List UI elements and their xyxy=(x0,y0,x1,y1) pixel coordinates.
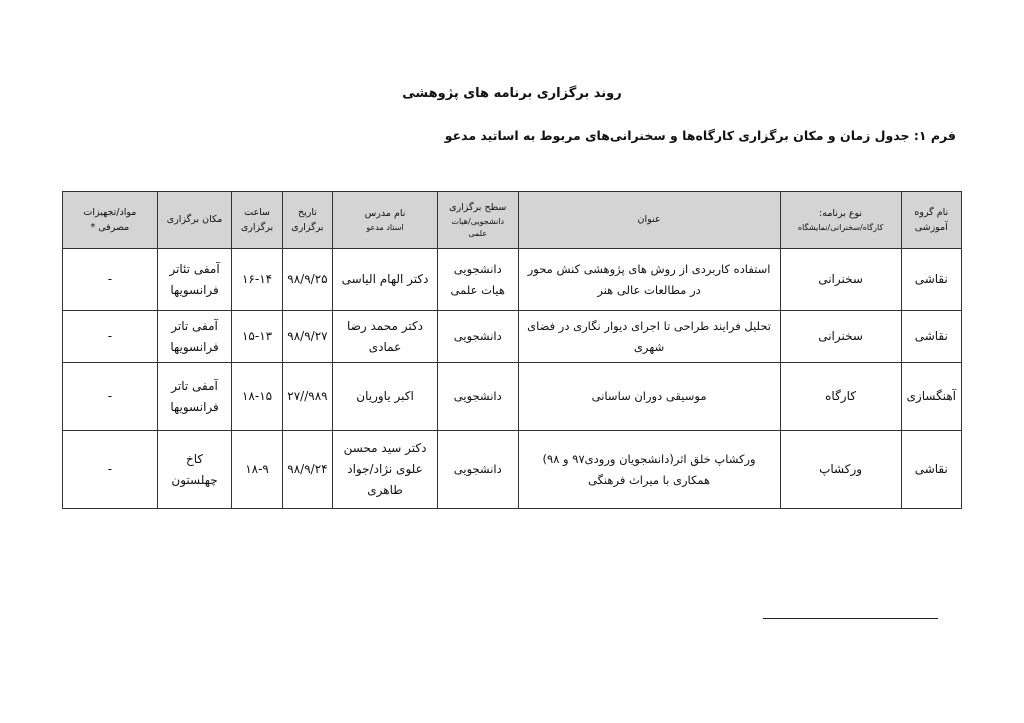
header-group: نام گروه آموزشی xyxy=(901,192,961,249)
cell-date: ۹۸/۹/۲۷ xyxy=(282,311,332,363)
cell-type: سخنرانی xyxy=(780,249,901,311)
header-time: ساعت برگزاری xyxy=(232,192,282,249)
form-title: فرم ۱: جدول زمان و مکان برگزاری کارگاه‌ها و سخنرانی‌های مربوط به اساتید مدعو xyxy=(444,128,956,143)
cell-place: آمفی تاتر فرانسویها xyxy=(157,363,232,431)
header-level: سطح برگزاری دانشجویی/هیات علمی xyxy=(437,192,518,249)
cell-group: نقاشی xyxy=(901,249,961,311)
cell-date: ۹۸۹//۲۷ xyxy=(282,363,332,431)
cell-title: موسیقی دوران ساسانی xyxy=(518,363,780,431)
cell-place: آمفی تاتر فرانسویها xyxy=(157,311,232,363)
cell-type: ورکشاپ xyxy=(780,431,901,509)
cell-level: دانشجویی xyxy=(437,363,518,431)
header-type: نوع برنامه: کارگاه/سخنرانی/نمایشگاه xyxy=(780,192,901,249)
cell-title: تحلیل فرایند طراحی تا اجرای دیوار نگاری در فضای شهری xyxy=(518,311,780,363)
cell-time: ۱۸-۹ xyxy=(232,431,282,509)
cell-place: آمفی تئاتر فرانسویها xyxy=(157,249,232,311)
cell-time: ۱۶-۱۴ xyxy=(232,249,282,311)
header-date: تاریخ برگزاری xyxy=(282,192,332,249)
cell-type: کارگاه xyxy=(780,363,901,431)
header-instructor: نام مدرس استاد مدعو xyxy=(333,192,438,249)
cell-group: نقاشی xyxy=(901,311,961,363)
cell-instructor: دکتر سید محسن علوی نژاد/جواد طاهری xyxy=(333,431,438,509)
cell-type: سخنرانی xyxy=(780,311,901,363)
table-row xyxy=(63,249,962,311)
table-row xyxy=(63,431,962,509)
cell-group: آهنگسازی xyxy=(901,363,961,431)
header-place: مکان برگزاری xyxy=(157,192,232,249)
schedule-table xyxy=(62,191,962,509)
table-row xyxy=(63,311,962,363)
cell-materials: - xyxy=(63,311,158,363)
signature-line xyxy=(763,618,938,619)
table-row xyxy=(63,363,962,431)
header-row xyxy=(63,192,962,249)
cell-date: ۹۸/۹/۲۴ xyxy=(282,431,332,509)
cell-instructor: دکتر الهام الیاسی xyxy=(333,249,438,311)
header-materials: مواد/تجهیزات مصرفی * xyxy=(63,192,158,249)
cell-place: کاخ چهلستون xyxy=(157,431,232,509)
cell-level: دانشجویی xyxy=(437,311,518,363)
cell-title: استفاده کاربردی از روش های پژوهشی کنش محور در مطالعات عالی هنر xyxy=(518,249,780,311)
cell-level: دانشجویی هیات علمی xyxy=(437,249,518,311)
cell-title: ورکشاپ خلق اثر(دانشجویان ورودی۹۷ و ۹۸) همکاری با میراث فرهنگی xyxy=(518,431,780,509)
cell-level: دانشجویی xyxy=(437,431,518,509)
document-heading: روند برگزاری برنامه های پژوهشی xyxy=(402,86,622,101)
cell-materials: - xyxy=(63,431,158,509)
cell-materials: - xyxy=(63,363,158,431)
cell-time: ۱۸-۱۵ xyxy=(232,363,282,431)
cell-materials: - xyxy=(63,249,158,311)
cell-group: نقاشی xyxy=(901,431,961,509)
header-title: عنوان xyxy=(518,192,780,249)
cell-date: ۹۸/۹/۲۵ xyxy=(282,249,332,311)
cell-time: ۱۵-۱۳ xyxy=(232,311,282,363)
cell-instructor: دکتر محمد رضا عمادی xyxy=(333,311,438,363)
cell-instructor: اکبر یاوریان xyxy=(333,363,438,431)
